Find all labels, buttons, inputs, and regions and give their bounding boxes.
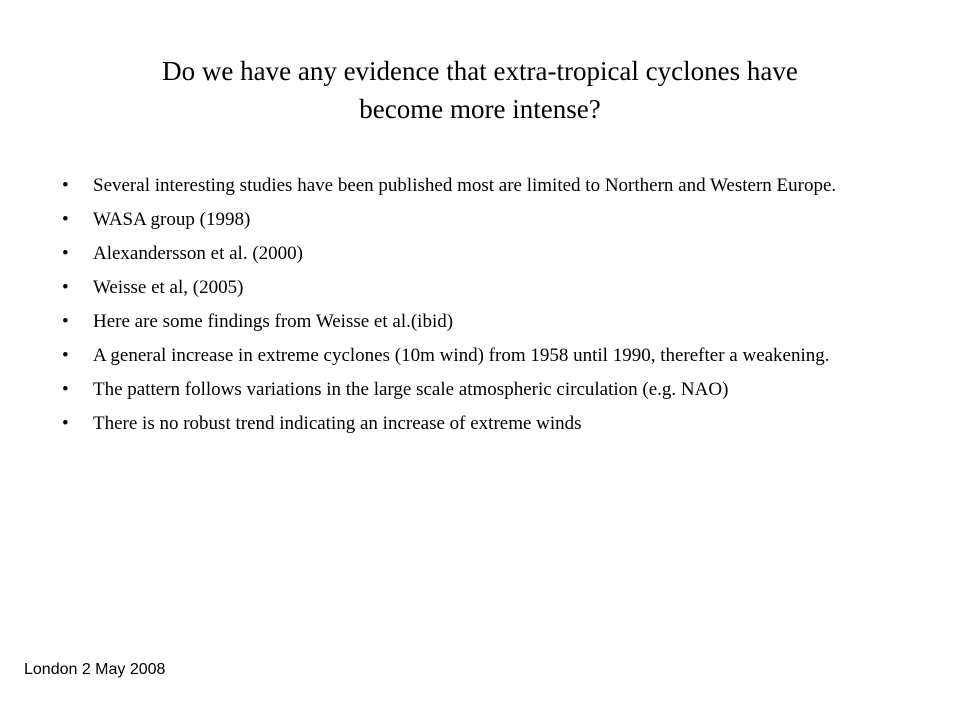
bullet-text: There is no robust trend indicating an increase of extreme winds — [93, 413, 582, 434]
bullet-item-2 — [62, 206, 912, 233]
slide-title-line-2: become more intense? — [359, 94, 601, 124]
bullet-text: WASA group (1998) — [93, 209, 251, 230]
bullet-marker: • — [62, 379, 69, 400]
bullet-marker: • — [62, 209, 69, 230]
bullet-list — [62, 172, 912, 444]
bullet-item-1 — [62, 172, 912, 199]
footer-text: London 2 May 2008 — [24, 661, 166, 678]
bullet-text: A general increase in extreme cyclones (10m wind) from 1958 until 1990, therefter a weakening. — [93, 345, 830, 366]
slide-title — [60, 52, 900, 128]
bullet-item-3 — [62, 240, 912, 267]
bullet-text: The pattern follows variations in the large scale atmospheric circulation (e.g. NAO) — [93, 379, 729, 400]
bullet-item-5 — [62, 308, 912, 335]
bullet-item-4 — [62, 274, 912, 301]
bullet-text: Several interesting studies have been published most are limited to Northern and Western Europe. — [93, 175, 837, 196]
bullet-marker: • — [62, 413, 69, 434]
bullet-item-6 — [62, 342, 912, 369]
slide-title-line-1: Do we have any evidence that extra-tropical cyclones have — [162, 56, 798, 86]
bullet-marker: • — [62, 345, 69, 366]
bullet-marker: • — [62, 243, 69, 264]
bullet-text: Weisse et al, (2005) — [93, 277, 244, 298]
bullet-item-8 — [62, 410, 912, 437]
bullet-marker: • — [62, 175, 69, 196]
bullet-marker: • — [62, 277, 69, 298]
bullet-item-7 — [62, 376, 912, 403]
bullet-text: Alexandersson et al. (2000) — [93, 243, 303, 264]
bullet-marker: • — [62, 311, 69, 332]
bullet-text: Here are some findings from Weisse et al.(ibid) — [93, 311, 454, 332]
